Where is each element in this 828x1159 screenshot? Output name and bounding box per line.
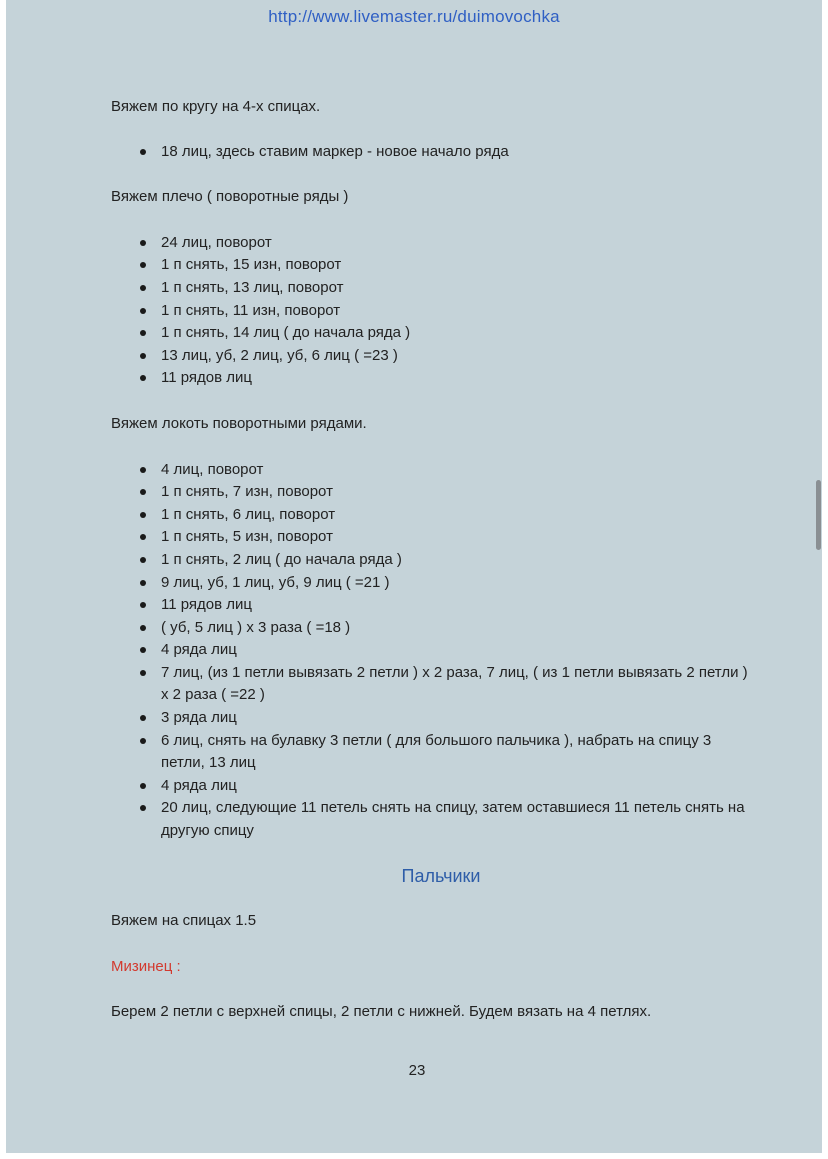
pinky-heading: Мизинец : [111, 957, 181, 975]
list-item: 1 п снять, 7 изн, поворот [111, 481, 751, 504]
list-item: 3 ряда лиц [111, 707, 751, 730]
list-item: 1 п снять, 2 лиц ( до начала ряда ) [111, 549, 751, 572]
list-item: 4 лиц, поворот [111, 459, 751, 482]
scrollbar-thumb[interactable] [816, 480, 821, 550]
document-page [6, 0, 822, 1153]
pinky-text: Берем 2 петли с верхней спицы, 2 петли с нижней. Будем вязать на 4 петлях. [111, 1003, 652, 1021]
list-item: 1 п снять, 11 изн, поворот [111, 300, 751, 323]
list-item: 4 ряда лиц [111, 775, 751, 798]
shoulder-list [111, 232, 751, 390]
list-item: 11 рядов лиц [111, 367, 751, 390]
list-item: 1 п снять, 5 изн, поворот [111, 526, 751, 549]
needles-text: Вяжем на спицах 1.5 [111, 912, 257, 930]
list-item: 7 лиц, (из 1 петли вывязать 2 петли ) х 2 раза, 7 лиц, ( из 1 петли вывязать 2 петли ) х 2 раза ( =22 ) [111, 662, 751, 707]
list-item: 1 п снять, 15 изн, поворот [111, 254, 751, 277]
fingers-heading: Пальчики [401, 865, 481, 886]
list-item: 6 лиц, снять на булавку 3 петли ( для большого пальчика ), набрать на спицу 3 петли, 13 лиц [111, 730, 751, 775]
list-item: 9 лиц, уб, 1 лиц, уб, 9 лиц ( =21 ) [111, 572, 751, 595]
list-item: 13 лиц, уб, 2 лиц, уб, 6 лиц ( =23 ) [111, 345, 751, 368]
list-item: ( уб, 5 лиц ) х 3 раза ( =18 ) [111, 617, 751, 640]
list-item: 20 лиц, следующие 11 петель снять на спицу, затем оставшиеся 11 петель снять на другую спицу [111, 797, 751, 842]
page-number: 23 [408, 1062, 426, 1079]
list-item: 24 лиц, поворот [111, 232, 751, 255]
list-item: 1 п снять, 6 лиц, поворот [111, 504, 751, 527]
shoulder-title: Вяжем плечо ( поворотные ряды ) [111, 188, 349, 206]
list-item: 4 ряда лиц [111, 639, 751, 662]
circle-list [111, 141, 751, 164]
circle-intro-text: Вяжем по кругу на 4-х спицах. [111, 98, 321, 115]
page-content [111, 96, 751, 1024]
list-item: 1 п снять, 14 лиц ( до начала ряда ) [111, 322, 751, 345]
elbow-title: Вяжем локоть поворотными рядами. [111, 414, 367, 432]
header-url-link[interactable]: http://www.livemaster.ru/duimovochka [268, 7, 560, 26]
list-item: 1 п снять, 13 лиц, поворот [111, 277, 751, 300]
list-item: 18 лиц, здесь ставим маркер - новое начало ряда [111, 141, 751, 164]
elbow-list [111, 459, 751, 843]
list-item: 11 рядов лиц [111, 594, 751, 617]
